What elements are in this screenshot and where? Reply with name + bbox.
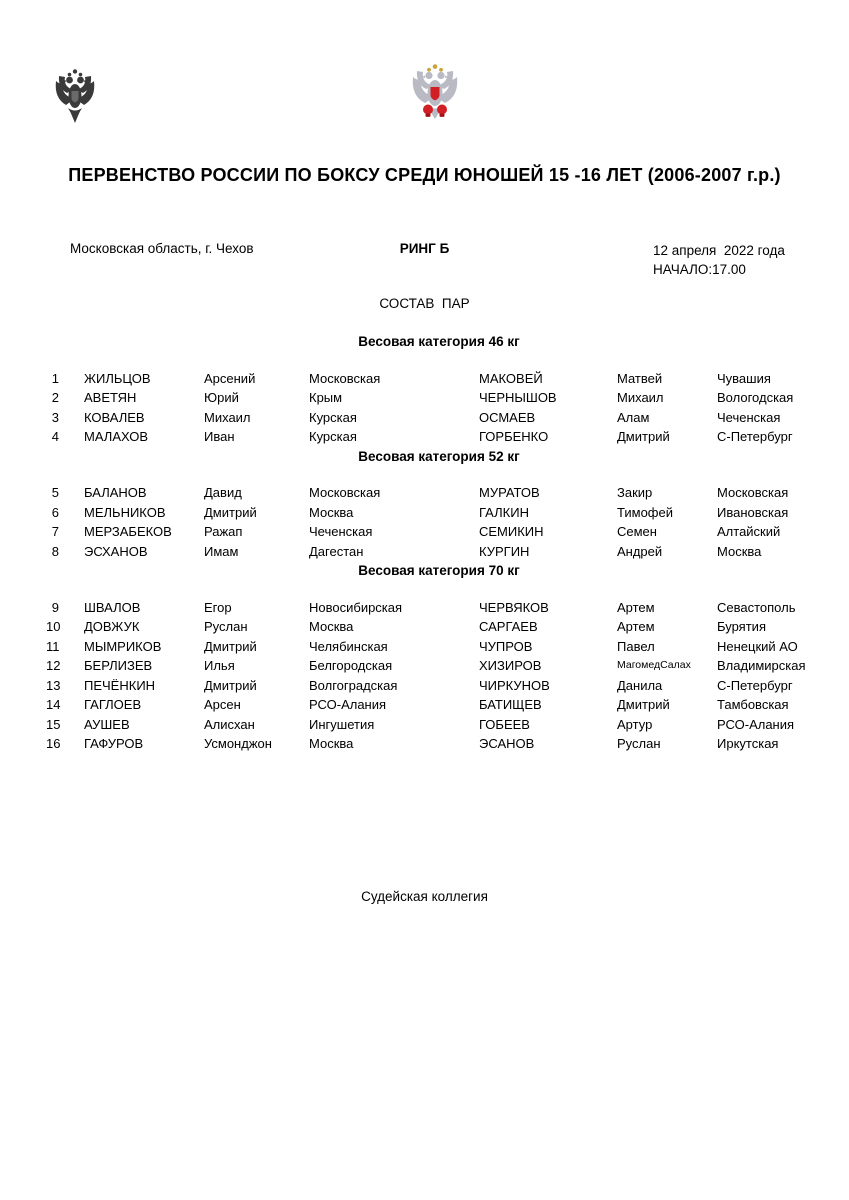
bout-number: 11 bbox=[46, 638, 60, 654]
red-surname: МЕРЗАБЕКОВ bbox=[84, 524, 172, 539]
ring-label: РИНГ Б bbox=[399, 241, 450, 256]
red-surname: АВЕТЯН bbox=[84, 390, 137, 405]
red-surname: КОВАЛЕВ bbox=[84, 409, 145, 425]
red-firstname: Руслан bbox=[204, 619, 248, 634]
red-region: Новосибирская bbox=[309, 599, 403, 615]
red-surname: БАЛАНОВ bbox=[84, 485, 147, 500]
red-firstname: Михаил bbox=[204, 409, 251, 425]
pair-row bbox=[46, 734, 832, 754]
red-firstname: Давид bbox=[204, 485, 242, 500]
blue-firstname: Артем bbox=[617, 599, 655, 615]
pair-row bbox=[46, 503, 832, 523]
red-surname: ЖИЛЬЦОВ bbox=[84, 370, 151, 386]
red-firstname: Илья bbox=[204, 658, 235, 673]
red-surname: МАЛАХОВ bbox=[84, 429, 149, 444]
bout-number: 2 bbox=[51, 390, 59, 405]
red-firstname: Усмонджон bbox=[204, 736, 272, 751]
blue-firstname: МагомедСалах bbox=[617, 659, 691, 671]
red-surname: ГАФУРОВ bbox=[84, 736, 144, 751]
red-firstname: Егор bbox=[204, 599, 232, 615]
blue-surname: ГОРБЕНКО bbox=[479, 429, 549, 444]
weight-category-title: Весовая категория 70 кг bbox=[358, 563, 520, 578]
blue-region: Московская bbox=[717, 485, 789, 500]
red-surname: МЕЛЬНИКОВ bbox=[84, 504, 166, 520]
blue-surname: САРГАЕВ bbox=[479, 619, 538, 634]
bout-number: 10 bbox=[46, 619, 61, 634]
blue-surname: КУРГИН bbox=[479, 543, 530, 559]
red-firstname: Дмитрий bbox=[204, 677, 257, 693]
blue-surname: ЭСАНОВ bbox=[479, 736, 535, 751]
red-surname: ШВАЛОВ bbox=[84, 599, 141, 615]
page-title: ПЕРВЕНСТВО РОССИИ ПО БОКСУ СРЕДИ ЮНОШЕЙ 15 -16 ЛЕТ (2006-2007 г.р.) bbox=[68, 165, 781, 185]
bout-number: 3 bbox=[51, 409, 59, 425]
blue-surname: ЧУПРОВ bbox=[479, 638, 533, 654]
russia-coat-of-arms-icon bbox=[53, 68, 97, 129]
blue-region: Ненецкий АО bbox=[717, 638, 798, 654]
blue-surname: БАТИЩЕВ bbox=[479, 697, 542, 712]
pair-row bbox=[46, 676, 832, 696]
red-region: Дагестан bbox=[309, 543, 364, 559]
red-firstname: Арсен bbox=[204, 697, 241, 712]
red-region: Москва bbox=[309, 736, 354, 751]
date-text: 12 апреля 2022 года bbox=[653, 243, 785, 258]
red-region: Москва bbox=[309, 619, 354, 634]
weight-category-title: Весовая категория 52 кг bbox=[358, 448, 520, 464]
blue-firstname: Дмитрий bbox=[617, 429, 670, 444]
blue-firstname: Закир bbox=[617, 485, 653, 500]
pair-row bbox=[46, 483, 832, 503]
weight-category-title: Весовая категория 46 кг bbox=[358, 334, 520, 349]
red-region: Челябинская bbox=[309, 638, 388, 654]
judges-panel-label: Судейская коллегия bbox=[361, 889, 488, 904]
bout-number: 15 bbox=[46, 716, 61, 732]
pair-row bbox=[46, 427, 832, 447]
blue-region: Чувашия bbox=[717, 370, 771, 386]
pair-row bbox=[46, 715, 832, 735]
bout-number: 8 bbox=[51, 543, 59, 559]
red-surname: МЫМРИКОВ bbox=[84, 638, 162, 654]
red-region: Москва bbox=[309, 504, 354, 520]
red-region: Московская bbox=[309, 370, 381, 386]
blue-firstname: Артур bbox=[617, 716, 653, 732]
pair-row bbox=[46, 408, 832, 428]
blue-region: Вологодская bbox=[717, 390, 794, 405]
red-region: РСО-Алания bbox=[309, 697, 387, 712]
blue-firstname: Руслан bbox=[617, 736, 661, 751]
blue-firstname: Дмитрий bbox=[617, 697, 670, 712]
blue-firstname: Андрей bbox=[617, 543, 663, 559]
blue-firstname: Матвей bbox=[617, 370, 663, 386]
red-region: Курская bbox=[309, 409, 357, 425]
red-surname: АУШЕВ bbox=[84, 716, 130, 732]
blue-region: С-Петербург bbox=[717, 429, 793, 444]
date-start-block bbox=[653, 241, 785, 279]
red-firstname: Дмитрий bbox=[204, 638, 257, 654]
red-region: Крым bbox=[309, 390, 343, 405]
pair-row bbox=[46, 369, 832, 389]
blue-firstname: Данила bbox=[617, 677, 663, 693]
blue-surname: ЧЕРВЯКОВ bbox=[479, 599, 549, 615]
bout-number: 16 bbox=[46, 736, 61, 751]
blue-surname: СЕМИКИН bbox=[479, 524, 544, 539]
pair-row bbox=[46, 388, 832, 408]
bout-number: 1 bbox=[51, 370, 59, 386]
blue-firstname: Алам bbox=[617, 409, 650, 425]
red-surname: БЕРЛИЗЕВ bbox=[84, 658, 153, 673]
bout-number: 12 bbox=[46, 658, 61, 673]
pairs-table bbox=[46, 332, 832, 754]
red-surname: ПЕЧЁНКИН bbox=[84, 677, 156, 693]
blue-surname: ЧЕРНЫШОВ bbox=[479, 390, 557, 405]
blue-firstname: Михаил bbox=[617, 390, 664, 405]
blue-region: Владимирская bbox=[717, 658, 806, 673]
red-region: Московская bbox=[309, 485, 381, 500]
boxing-federation-emblem-icon bbox=[409, 63, 461, 128]
blue-surname: МАКОВЕЙ bbox=[479, 370, 543, 386]
red-surname: ДОВЖУК bbox=[84, 619, 140, 634]
blue-region: Тамбовская bbox=[717, 697, 789, 712]
blue-region: Ивановская bbox=[717, 504, 789, 520]
blue-region: Чеченская bbox=[717, 409, 781, 425]
blue-region: С-Петербург bbox=[717, 677, 793, 693]
red-firstname: Ражап bbox=[204, 524, 243, 539]
blue-surname: МУРАТОВ bbox=[479, 485, 540, 500]
red-region: Белгородская bbox=[309, 658, 393, 673]
red-firstname: Алисхан bbox=[204, 716, 255, 732]
blue-region: Севастополь bbox=[717, 599, 796, 615]
blue-surname: ХИЗИРОВ bbox=[479, 658, 542, 673]
blue-region: РСО-Алания bbox=[717, 716, 795, 732]
bout-number: 13 bbox=[46, 677, 61, 693]
bout-number: 14 bbox=[46, 697, 61, 712]
blue-firstname: Артем bbox=[617, 619, 655, 634]
pair-row bbox=[46, 617, 832, 637]
bout-number: 5 bbox=[51, 485, 59, 500]
blue-surname: ЧИРКУНОВ bbox=[479, 677, 550, 693]
event-meta bbox=[0, 241, 849, 285]
pair-row bbox=[46, 522, 832, 542]
red-firstname: Иван bbox=[204, 429, 235, 444]
pair-row bbox=[46, 637, 832, 657]
bout-number: 7 bbox=[51, 524, 59, 539]
bout-number: 9 bbox=[51, 599, 59, 615]
blue-surname: ГАЛКИН bbox=[479, 504, 529, 520]
red-region: Чеченская bbox=[309, 524, 373, 539]
blue-firstname: Тимофей bbox=[617, 504, 673, 520]
blue-surname: ОСМАЕВ bbox=[479, 409, 536, 425]
red-region: Курская bbox=[309, 429, 357, 444]
pair-row bbox=[46, 656, 832, 676]
red-firstname: Арсений bbox=[204, 370, 256, 386]
red-firstname: Дмитрий bbox=[204, 504, 257, 520]
pair-row bbox=[46, 542, 832, 562]
red-region: Ингушетия bbox=[309, 716, 375, 732]
blue-surname: ГОБЕЕВ bbox=[479, 716, 530, 732]
red-firstname: Имам bbox=[204, 543, 239, 559]
red-surname: ЭСХАНОВ bbox=[84, 543, 148, 559]
red-surname: ГАГЛОЕВ bbox=[84, 697, 142, 712]
red-firstname: Юрий bbox=[204, 390, 239, 405]
venue-text: Московская область, г. Чехов bbox=[70, 241, 254, 256]
start-time-text: НАЧАЛО:17.00 bbox=[653, 262, 746, 277]
blue-region: Алтайский bbox=[717, 524, 781, 539]
blue-region: Иркутская bbox=[717, 736, 779, 751]
pair-row bbox=[46, 695, 832, 715]
blue-region: Москва bbox=[717, 543, 762, 559]
red-region: Волгоградская bbox=[309, 677, 398, 693]
blue-region: Бурятия bbox=[717, 619, 766, 634]
bout-number: 4 bbox=[51, 429, 59, 444]
pair-row bbox=[46, 598, 832, 618]
blue-firstname: Семен bbox=[617, 524, 657, 539]
pairs-heading: СОСТАВ ПАР bbox=[379, 296, 470, 311]
blue-firstname: Павел bbox=[617, 638, 655, 654]
bout-number: 6 bbox=[51, 504, 59, 520]
